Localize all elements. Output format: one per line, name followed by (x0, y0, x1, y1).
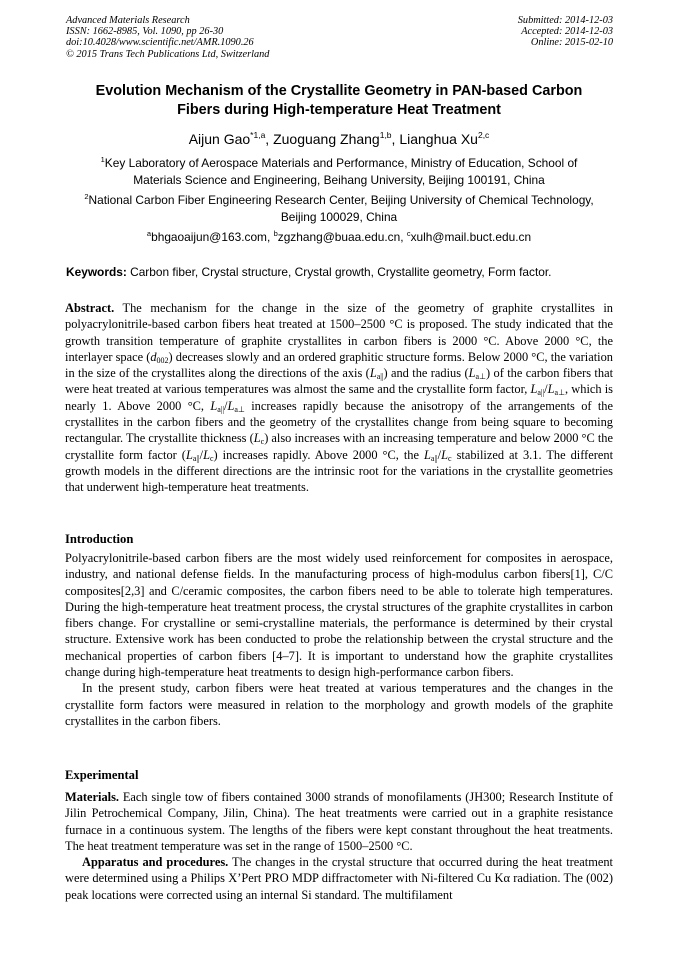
symbol-sub: a|| (430, 453, 438, 463)
author-separator: , (265, 131, 274, 147)
keywords (66, 264, 626, 280)
symbol-sub: a|| (376, 372, 384, 382)
email-link[interactable]: bhgaoaijun@163.com (151, 230, 267, 244)
abstract-text: The mechanism for the change in the size of the geometry of graphite crystallites in polyacrylonitrile-based carbon fibers heat treated at 1500–2500 °C is proposed. The study indicated that the growth transition temperature of graphite crystallites in carbon fibers is 2000 °C. Above 2000 °C, the interlayer space ( (65, 301, 613, 364)
abstract-paragraph (65, 300, 613, 496)
symbol: L (369, 366, 377, 381)
abstract (65, 300, 613, 496)
copyright-line: © 2015 Trans Tech Publications Ltd, Switzerland (66, 48, 270, 60)
email-sup: c (406, 229, 411, 238)
symbol: L (530, 382, 538, 397)
paragraph (65, 789, 613, 854)
email-sup: a (146, 229, 152, 238)
abstract-text: , which is nearly 1. Above 2000 °C, (65, 382, 613, 413)
paragraph: Polyacrylonitrile-based carbon fibers are the most widely used reinforcement for composites in aerospace, industry, and national defense fields. In the manufacturing process of high-modulus carbon fibers[1], C/C composites[2,3] and C/ceramic composites, the carbon fibers need to be able to tolerate high temperatures. During the high-temperature heat treatment process, the crystal structures of the graphite crystallites in carbon fibers change. For crystalline or semi-crystalline materials, the performance is determined by their crystal structure. Extensive work has been conducted to probe the relationship between the crystal structure and the mechanical properties of carbon fibers [4–7]. It is important to understand how the graphite crystallites change during high-temperature heat treatments to design high-performance carbon fibers. (65, 551, 613, 680)
author-affil-sup: 1,b (379, 130, 392, 140)
submitted-date: Submitted: 2014-12-03 (517, 15, 613, 26)
keywords-label: Keywords: (66, 265, 127, 279)
abstract-text: ) and the radius ( (383, 366, 469, 381)
journal-header (66, 15, 269, 60)
symbol: L (210, 398, 218, 413)
affiliation-line: National Carbon Fiber Engineering Research Center, Beijing University of Chemical Technology, (88, 193, 594, 207)
subsection-label: Materials. (65, 790, 120, 804)
paragraph: In the present study, carbon fibers were heat treated at various temperatures and the changes in the crystallite form factors were measured in relation to the morphology and growth models of the graphite crystallites in the carbon fibers. (65, 681, 613, 728)
dates-header (518, 15, 613, 49)
symbol-sub: c (260, 437, 265, 447)
email-separator: , (266, 230, 274, 244)
affiliation-1 (60, 155, 618, 189)
issn-line: ISSN: 1662-8985, Vol. 1090, pp 26-30 (66, 26, 224, 38)
symbol-sub: a⊥ (554, 388, 566, 398)
paragraph-text: Each single tow of fibers contained 3000 strands of monofilaments (JH300; Research Institute of Jilin Petrochemical Company, Jilin, China). The heat treatments were carried out in a graphite resistance furnace in a continuous system. The lengths of the fibers were kept constant throughout the heat treatments. The heat treatment temperature was set in the range of 1500–2500 °C. (65, 790, 613, 853)
symbol: L (547, 382, 555, 397)
paragraph-text: The changes in the crystal structure that occurred during the heat treatment were determined using a Philips X’Pert PRO MDP diffractometer with Ni-filtered Cu Kα radiation. The (002) peak locations were corrected using an internal Si standard. The multifilament (65, 855, 613, 902)
email-separator: , (400, 230, 407, 244)
author-name: Lianghua Xu (399, 131, 478, 147)
symbol: L (185, 447, 193, 462)
abstract-text: ) of the carbon fibers that were heat treated at various temperatures was almost the same and the crystallite form factor, (65, 366, 614, 397)
affiliation-sup: 1 (100, 155, 105, 164)
section-heading-experimental: Experimental (65, 768, 139, 782)
abstract-text: increases rapidly because the anisotropy of the arrangements of the crystallites in the carbon fibers and the geometry of the crystallites change from being square to becoming rectangular. The crystallite thickness ( (65, 398, 613, 446)
title-line-1: Evolution Mechanism of the Crystallite Geometry in PAN-based Carbon (95, 83, 583, 99)
slash: / (544, 382, 548, 397)
symbol: L (468, 366, 476, 381)
section-heading-introduction: Introduction (65, 532, 134, 546)
author-name: Aijun Gao (188, 131, 251, 147)
doi-line: doi:10.4028/www.scientific.net/AMR.1090.26 (66, 37, 254, 49)
symbol-sub: c (209, 453, 214, 463)
author-name: Zuoguang Zhang (273, 131, 380, 147)
symbol-sub: a⊥ (234, 404, 245, 414)
symbol: L (253, 431, 261, 446)
affiliation-line: Key Laboratory of Aerospace Materials and Performance, Ministry of Education, School of (104, 156, 578, 170)
symbol-sub: a|| (217, 404, 225, 414)
symbol-sub: a⊥ (475, 372, 487, 382)
symbol: L (227, 398, 235, 413)
introduction-body (65, 550, 613, 729)
journal-name: Advanced Materials Research (66, 15, 190, 26)
symbol-sub: a|| (192, 453, 200, 463)
email-list (60, 229, 618, 246)
symbol: L (423, 447, 431, 462)
author-list (40, 130, 638, 148)
symbol: d (150, 349, 157, 364)
author-affil-sup: 2,c (477, 130, 490, 140)
symbol: L (441, 447, 449, 462)
abstract-text: stabilized at 3.1. The different growth models in the different directions are the intrinsic root for the variations in the crystallite geometries that underwent high-temperature heat treatments. (65, 447, 614, 495)
slash: / (224, 398, 228, 413)
email-sup: b (273, 229, 278, 238)
email-link[interactable]: zgzhang@buaa.edu.cn (277, 230, 401, 244)
symbol: L (203, 447, 210, 462)
title-line-2: Fibers during High-temperature Heat Treatment (177, 102, 501, 118)
paper-title (40, 82, 638, 120)
affiliation-2 (60, 192, 618, 226)
affiliation-line: Materials Science and Engineering, Beihang University, Beijing 100191, China (133, 173, 545, 187)
abstract-text: ) increases rapidly. Above 2000 °C, the (213, 447, 424, 462)
abstract-text: ) also increases with an increasing temperature and below 2000 °C the crystallite form factor ( (65, 431, 613, 462)
abstract-label: Abstract. (65, 301, 115, 315)
email-link[interactable]: xulh@mail.buct.edu.cn (410, 230, 532, 244)
experimental-body (65, 789, 613, 903)
affiliation-sup: 2 (84, 192, 89, 201)
abstract-text: ) decreases slowly and an ordered graphitic structure forms. Below 2000 °C, the variation in the size of the crystallites along the directions of the axis ( (65, 349, 613, 381)
author-affil-sup: *1,a (250, 130, 266, 140)
symbol-sub: a|| (537, 388, 545, 398)
affiliation-line: Beijing 100029, China (280, 210, 398, 224)
author-separator: , (391, 131, 400, 147)
online-date: Online: 2015-02-10 (530, 37, 613, 49)
keywords-text: Carbon fiber, Crystal structure, Crystal growth, Crystallite geometry, Form factor. (126, 265, 552, 279)
accepted-date: Accepted: 2014-12-03 (521, 26, 613, 38)
symbol-sub: c (448, 453, 452, 463)
slash: / (199, 447, 204, 462)
symbol-sub: 002 (156, 355, 169, 365)
paragraph (65, 854, 613, 903)
slash: / (437, 447, 442, 462)
subsection-label: Apparatus and procedures. (82, 855, 229, 870)
